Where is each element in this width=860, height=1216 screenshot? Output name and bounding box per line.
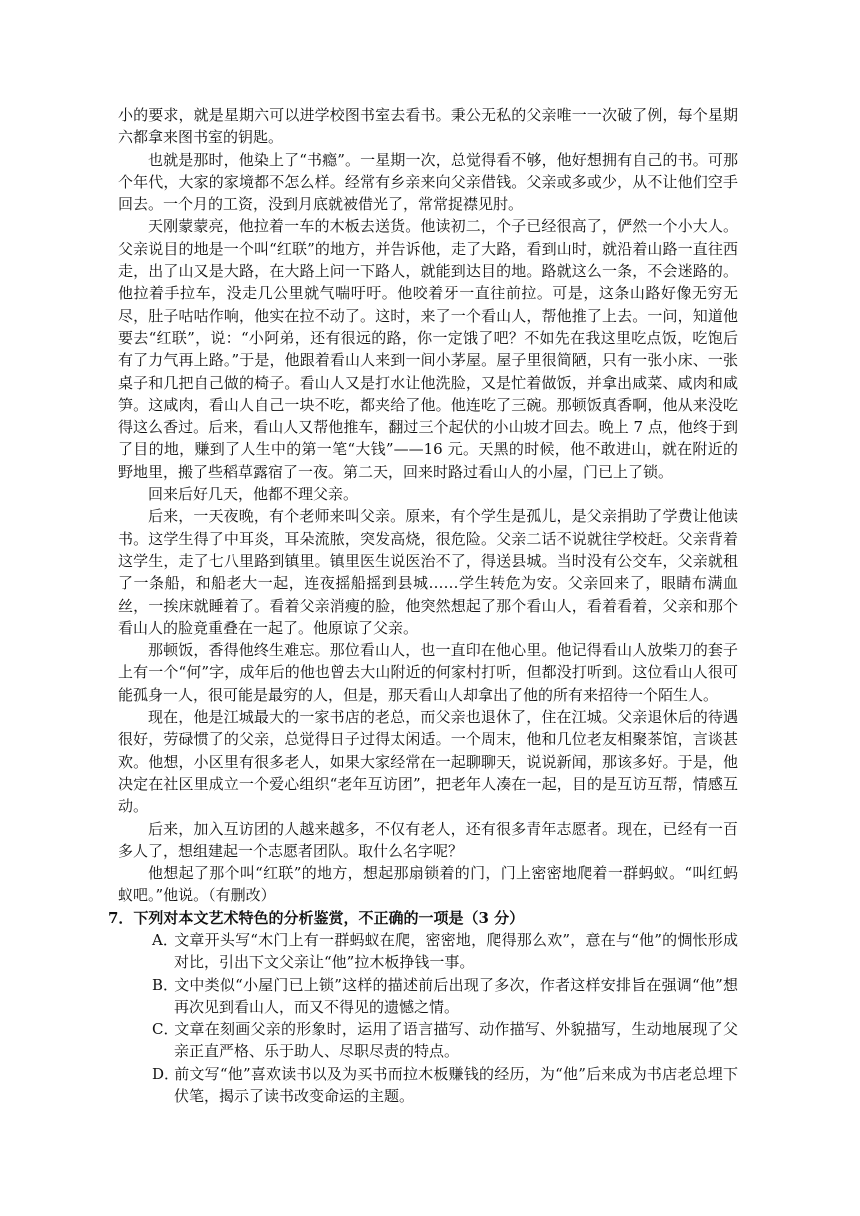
article-body: [108, 104, 738, 1107]
option-letter: D．: [152, 1064, 180, 1083]
question-option-d: [118, 1063, 738, 1108]
article-paragraph: 后来，一天夜晚，有个老师来叫父亲。原来，有个学生是孤儿，是父亲捐助了学费让他读书。这学生得了中耳炎，耳朵流脓，突发高烧，很危险。父亲二话不说就往学校赶。父亲背着这学生，走了七八里路到镇里。镇里医生说医治不了，得送县城。当时没有公交车，父亲就租了一条船，和船老大一起，连夜摇船摇到县城……学生转危为安。父亲回来了，眼睛布满血丝，一挨床就睡着了。看着父亲消瘦的脸，他突然想起了那个看山人，看着看着，父亲和那个看山人的脸竟重叠在一起了。他原谅了父亲。: [118, 507, 738, 637]
option-text: 文章开头写“木门上有一群蚂蚁在爬，密密地，爬得那么欢”，意在与“他”的惆怅形成对比，引出下文父亲让“他”拉木板挣钱一事。: [174, 930, 738, 972]
article-paragraph: 那顿饭，香得他终生难忘。那位看山人，也一直印在他心里。他记得看山人放柴刀的套子上有一个“何”字，成年后的他也曾去大山附近的何家村打听，但都没打听到。这位看山人很可能孤身一人，很可能是最穷的人，但是，那天看山人却拿出了他的所有来招待一个陌生人。: [118, 641, 738, 704]
option-letter: C．: [152, 1020, 179, 1039]
article-paragraph: 也就是那时，他染上了“书瘾”。一星期一次，总觉得看不够，他好想拥有自己的书。可那个年代，大家的家境都不怎么样。经常有乡亲来向父亲借钱。父亲或多或少，从不让他们空手回去。一个月的工资，没到月底就被借光了，常常捉襟见肘。: [118, 150, 738, 214]
article-paragraph: 回来后好几天，他都不理父亲。: [148, 485, 359, 504]
question-option-b: [118, 974, 738, 1019]
option-text: 文章在刻画父亲的形象时，运用了语言描写、动作描写、外貌描写，生动地展现了父亲正直严格、乐于助人、尽职尽责的特点。: [174, 1020, 738, 1061]
question-stem: 7．下列对本文艺术特色的分析鉴赏，不正确的一项是（3 分）: [108, 908, 525, 927]
question-option-c: [118, 1018, 738, 1063]
option-letter: A．: [152, 930, 178, 949]
article-paragraph: 天刚蒙蒙亮，他拉着一车的木板去送货。他读初二，个子已经很高了，俨然一个小大人。父亲说目的地是一个叫“红联”的地方，并告诉他，走了大路，看到山时，就沿着山路一直往西走，出了山又是大路，在大路上问一下路人，就能到达目的地。路就这么一条，不会迷路的。他拉着手拉车，没走几公里就气喘吁吁。他咬着牙一直往前拉。可是，这条山路好像无穷无尽，肚子咕咕作响，他实在拉不动了。这时，来了一个看山人，帮他推了上去。一问，知道他要去“红联”，说：“小阿弟，还有很远的路，你一定饿了吧？不如先在我这里吃点饭，吃饱后有了力气再上路。”于是，他跟着看山人来到一间小茅屋。屋子里很简陋，只有一张小床、一张桌子和几把自己做的椅子。看山人又是打水让他洗脸，又是忙着做饭，并拿出咸菜、咸肉和咸笋。这咸肉，看山人自己一块不吃，都夹给了他。他连吃了三碗。那顿饭真香啊，他从来没吃得这么香过。后来，看山人又帮他推车，翻过三个起伏的小山坡才回去。晚上 7 点，他终于到了目的地，赚到了人生中的第一笔“大钱”——16 元。天黑的时候，他不敢进山，就在附近的野地里，搬了些稻草露宿了一夜。第二天，回来时路过看山人的小屋，门已上了锁。: [118, 217, 738, 481]
article-paragraph: 现在，他是江城最大的一家书店的老总，而父亲也退休了，住在江城。父亲退休后的待遇很好，劳碌惯了的父亲，总觉得日子过得太闲适。一个周末，他和几位老友相聚茶馆，言谈甚欢。他想，小区里有很多老人，如果大家经常在一起聊聊天，说说新闻，那该多好。于是，他决定在社区里成立一个爱心组织“老年互访团”，把老年人凑在一起，目的是互访互帮，情感互动。: [118, 708, 738, 816]
question-option-a: [118, 929, 738, 974]
article-paragraph: 他想起了那个叫“红联”的地方，想起那扇锁着的门，门上密密地爬着一群蚂蚁。“叫红蚂蚁吧。”他说。（有删改）: [118, 864, 738, 905]
option-letter: B．: [152, 975, 179, 994]
option-text: 前文写“他”喜欢读书以及为买书而拉木板赚钱的经历，为“他”后来成为书店老总埋下伏笔，揭示了读书改变命运的主题。: [174, 1064, 738, 1106]
article-paragraph: 小的要求，就是星期六可以进学校图书室去看书。秉公无私的父亲唯一一次破了例，每个星期六都拿来图书室的钥匙。: [118, 106, 738, 147]
option-text: 文中类似“小屋门已上锁”这样的描述前后出现了多次，作者这样安排旨在强调“他”想再次见到看山人，而又不得见的遗憾之情。: [174, 975, 738, 1016]
article-paragraph: 后来，加入互访团的人越来越多，不仅有老人，还有很多青年志愿者。现在，已经有一百多人了，想组建起一个志愿者团队。取什么名字呢？: [118, 819, 738, 860]
